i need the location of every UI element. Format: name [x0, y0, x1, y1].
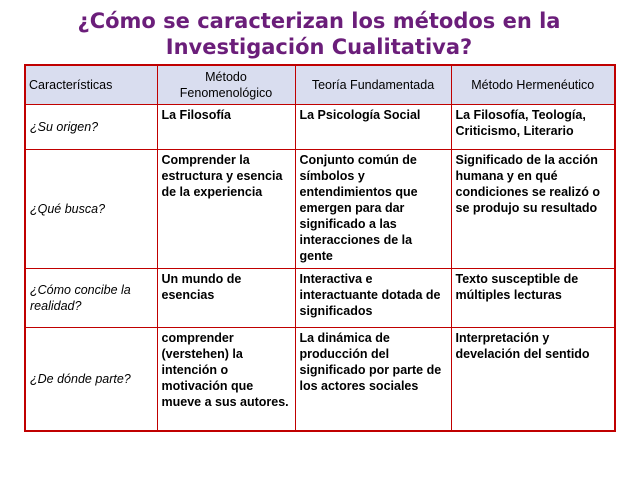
table-cell: Conjunto común de símbolos y entendimientos que emergen para dar significado a las interacciones de la gente [295, 150, 451, 269]
table-cell: Significado de la acción humana y en qué condiciones se realizó o se produjo su resultado [451, 150, 615, 269]
title-line-2: Investigación Cualitativa? [165, 35, 473, 59]
table-cell: La Psicología Social [295, 105, 451, 150]
table-header-row [25, 65, 615, 105]
row-label-realidad: ¿Cómo concibe la realidad? [25, 269, 157, 328]
page-title [0, 8, 638, 60]
header-metodo-hermeneutico: Método Hermenéutico [451, 65, 615, 105]
table-row [25, 269, 615, 328]
table-cell: La Filosofía, Teología, Criticismo, Literario [451, 105, 615, 150]
table-row [25, 328, 615, 432]
header-metodo-fenomenologico: Método Fenomenológico [157, 65, 295, 105]
table-cell: Interactiva e interactuante dotada de significados [295, 269, 451, 328]
title-line-1: ¿Cómo se caracterizan los métodos en la [77, 9, 561, 33]
row-label-busca: ¿Qué busca? [25, 150, 157, 269]
table-cell: Texto susceptible de múltiples lecturas [451, 269, 615, 328]
table-row [25, 150, 615, 269]
row-label-parte: ¿De dónde parte? [25, 328, 157, 432]
comparison-table [24, 64, 616, 432]
table-cell: Comprender la estructura y esencia de la experiencia [157, 150, 295, 269]
table-cell: Un mundo de esencias [157, 269, 295, 328]
table-cell: La dinámica de producción del significado por parte de los actores sociales [295, 328, 451, 432]
table-cell: comprender (verstehen) la intención o motivación que mueve a sus autores. [157, 328, 295, 432]
comparison-table-container [24, 64, 614, 432]
table-cell: La Filosofía [157, 105, 295, 150]
table-row [25, 105, 615, 150]
header-caracteristicas: Características [25, 65, 157, 105]
table-cell: Interpretación y develación del sentido [451, 328, 615, 432]
header-teoria-fundamentada: Teoría Fundamentada [295, 65, 451, 105]
row-label-origen: ¿Su origen? [25, 105, 157, 150]
